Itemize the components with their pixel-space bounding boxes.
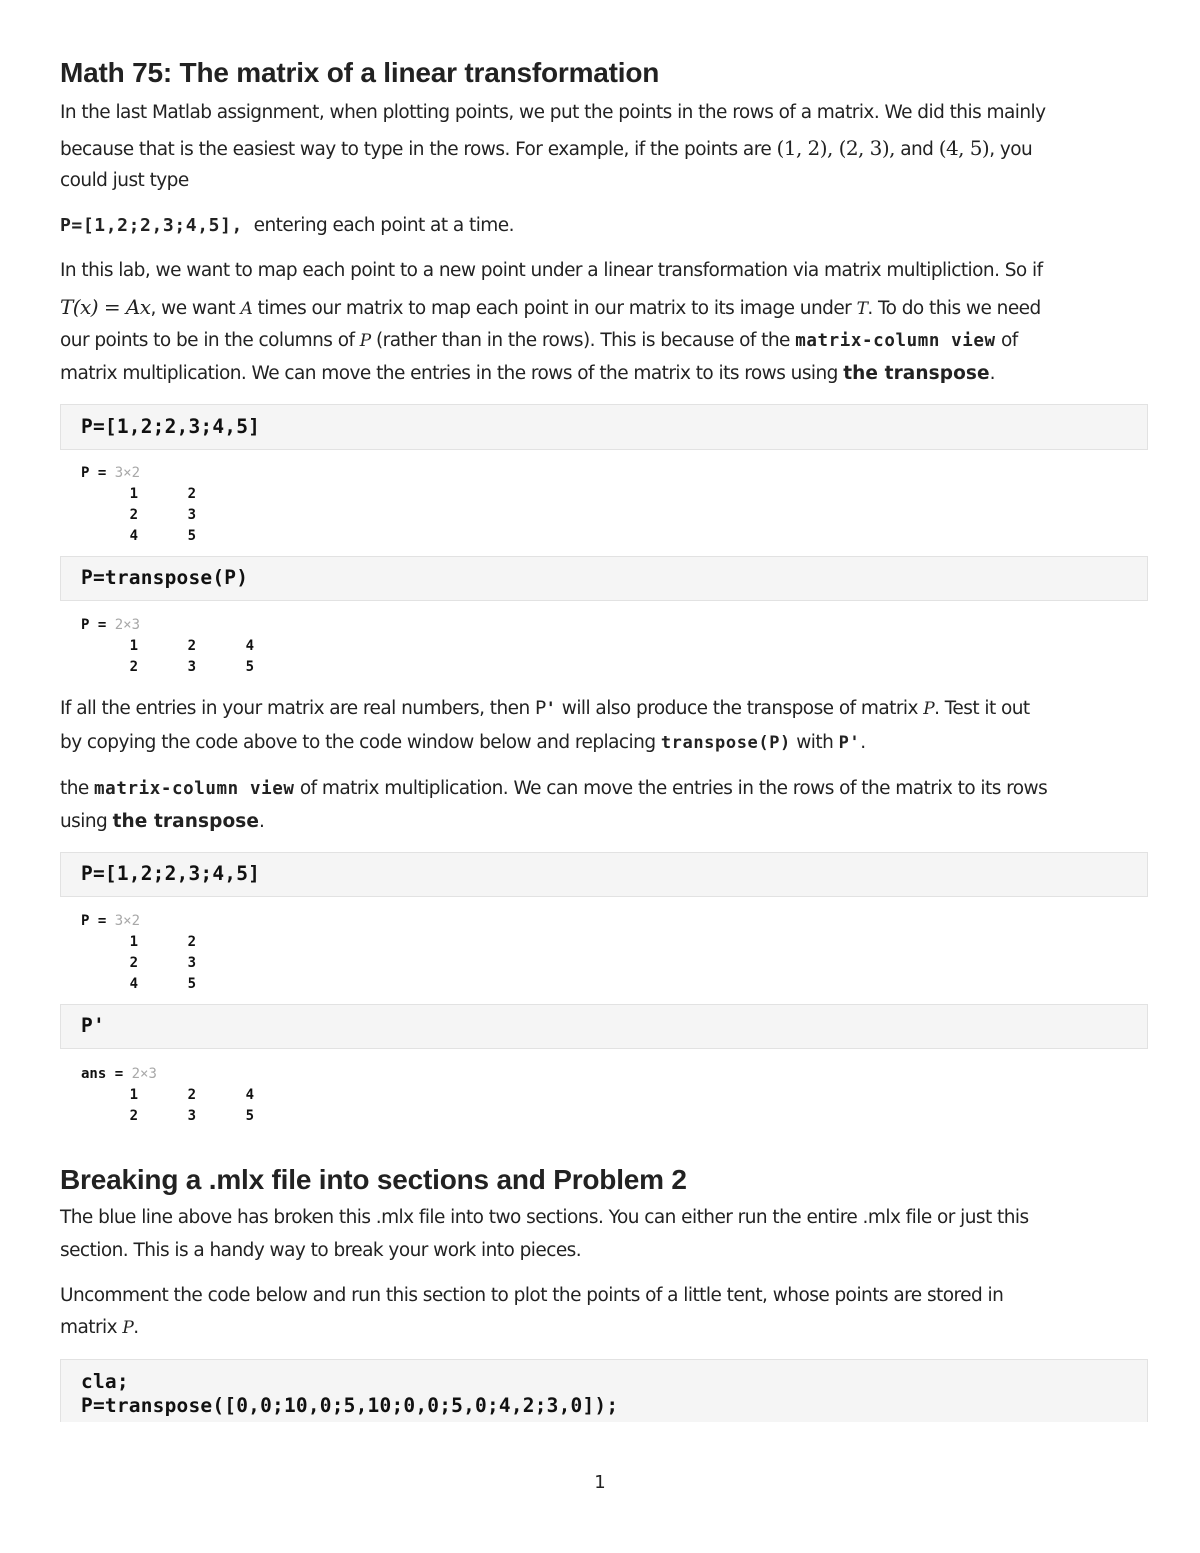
code-line: P=[1,2;2,3;4,5] xyxy=(81,862,261,885)
paragraph-line: matrix P. xyxy=(60,1316,139,1338)
intro-line: because that is the easiest way to type in the rows. For example, if the points are (1, 2), (2, 3), and (4, 5), you xyxy=(60,135,1033,160)
map-paragraph xyxy=(60,255,1148,389)
paragraph-line: Uncomment the code below and run this section to plot the points of a little tent, whose points are stored in xyxy=(60,1285,1004,1306)
code-block[interactable] xyxy=(60,1359,1148,1422)
code-block[interactable] xyxy=(60,852,1148,897)
output-row: 2 3 5 xyxy=(129,1108,254,1124)
section-paragraph xyxy=(60,1280,1148,1344)
code-line: P=[1,2;2,3;4,5] xyxy=(81,415,261,438)
paragraph-line: The blue line above has broken this .mlx file into two sections. You can either run the entire .mlx file or just this xyxy=(60,1207,1029,1228)
output-row: 2 3 xyxy=(129,955,196,971)
paragraph-line: If all the entries in your matrix are real numbers, then P' will also produce the transpose of matrix P. Test it out xyxy=(60,698,1030,719)
output-header: P = 2×3 xyxy=(81,617,141,633)
inline-entry-line: P=[1,2;2,3;4,5], entering each point at a time. xyxy=(60,214,514,236)
output-block xyxy=(60,463,1148,547)
output-row: 1 2 xyxy=(129,934,196,950)
paragraph-line: section. This is a handy way to break your work into pieces. xyxy=(60,1239,582,1261)
page-title: Math 75: The matrix of a linear transformation xyxy=(60,57,660,88)
code-line: P=transpose([0,0;10,0;5,10;0,0;5,0;4,2;3,0]); xyxy=(81,1394,619,1417)
points-math: (4, 5) xyxy=(938,135,990,160)
code-block[interactable] xyxy=(60,404,1148,450)
repeat-paragraph xyxy=(60,773,1148,837)
output-header: ans = 2×3 xyxy=(81,1066,157,1082)
document-page xyxy=(60,52,1148,1422)
code-block[interactable] xyxy=(60,1004,1148,1049)
intro-line: could just type xyxy=(60,170,189,191)
paragraph-line: matrix multiplication. We can move the entries in the rows of the matrix to its rows using the transpose. xyxy=(60,362,996,384)
intro-paragraph xyxy=(60,97,1148,197)
output-header: P = 3×2 xyxy=(81,913,141,929)
output-block xyxy=(60,615,1148,678)
paragraph-line: our points to be in the columns of P (rather than in the rows). This is because of the matrix-column view of xyxy=(60,330,1018,351)
output-row: 2 3 xyxy=(129,507,196,523)
code-block[interactable] xyxy=(60,556,1148,601)
points-math: (1, 2), (2, 3), xyxy=(776,135,895,160)
paragraph-line: by copying the code above to the code window below and replacing transpose(P) with P'. xyxy=(60,731,866,753)
output-row: 4 5 xyxy=(129,528,196,544)
real-entries-paragraph xyxy=(60,693,1148,759)
output-row: 1 2 4 xyxy=(129,638,254,654)
transformation-math: T(x) = Ax xyxy=(60,294,151,319)
intro-line: In the last Matlab assignment, when plotting points, we put the points in the rows of a matrix. We did this mainly xyxy=(60,102,1046,123)
section-paragraph xyxy=(60,1202,1148,1266)
inline-code: P=[1,2;2,3;4,5], xyxy=(60,214,243,236)
section-title: Breaking a .mlx file into sections and Problem 2 xyxy=(60,1164,687,1195)
output-block xyxy=(60,911,1148,995)
paragraph-line: In this lab, we want to map each point to a new point under a linear transformation via matrix multipliction. So if xyxy=(60,260,1043,281)
code-line: P' xyxy=(81,1014,105,1037)
page-number: 1 xyxy=(594,1472,606,1493)
paragraph-line: using the transpose. xyxy=(60,810,265,832)
output-row: 2 3 5 xyxy=(129,659,254,675)
paragraph-line: T(x) = Ax, we want A times our matrix to map each point in our matrix to its image under T. To do this we need xyxy=(60,294,1041,319)
code-line: P=transpose(P) xyxy=(81,566,249,589)
output-header: P = 3×2 xyxy=(81,465,141,481)
output-row: 4 5 xyxy=(129,976,196,992)
output-row: 1 2 4 xyxy=(129,1087,254,1103)
code-line: cla; xyxy=(81,1370,129,1393)
output-row: 1 2 xyxy=(129,486,196,502)
paragraph-line: the matrix-column view of matrix multiplication. We can move the entries in the rows of the matrix to its rows xyxy=(60,778,1048,799)
output-block xyxy=(60,1064,1148,1127)
